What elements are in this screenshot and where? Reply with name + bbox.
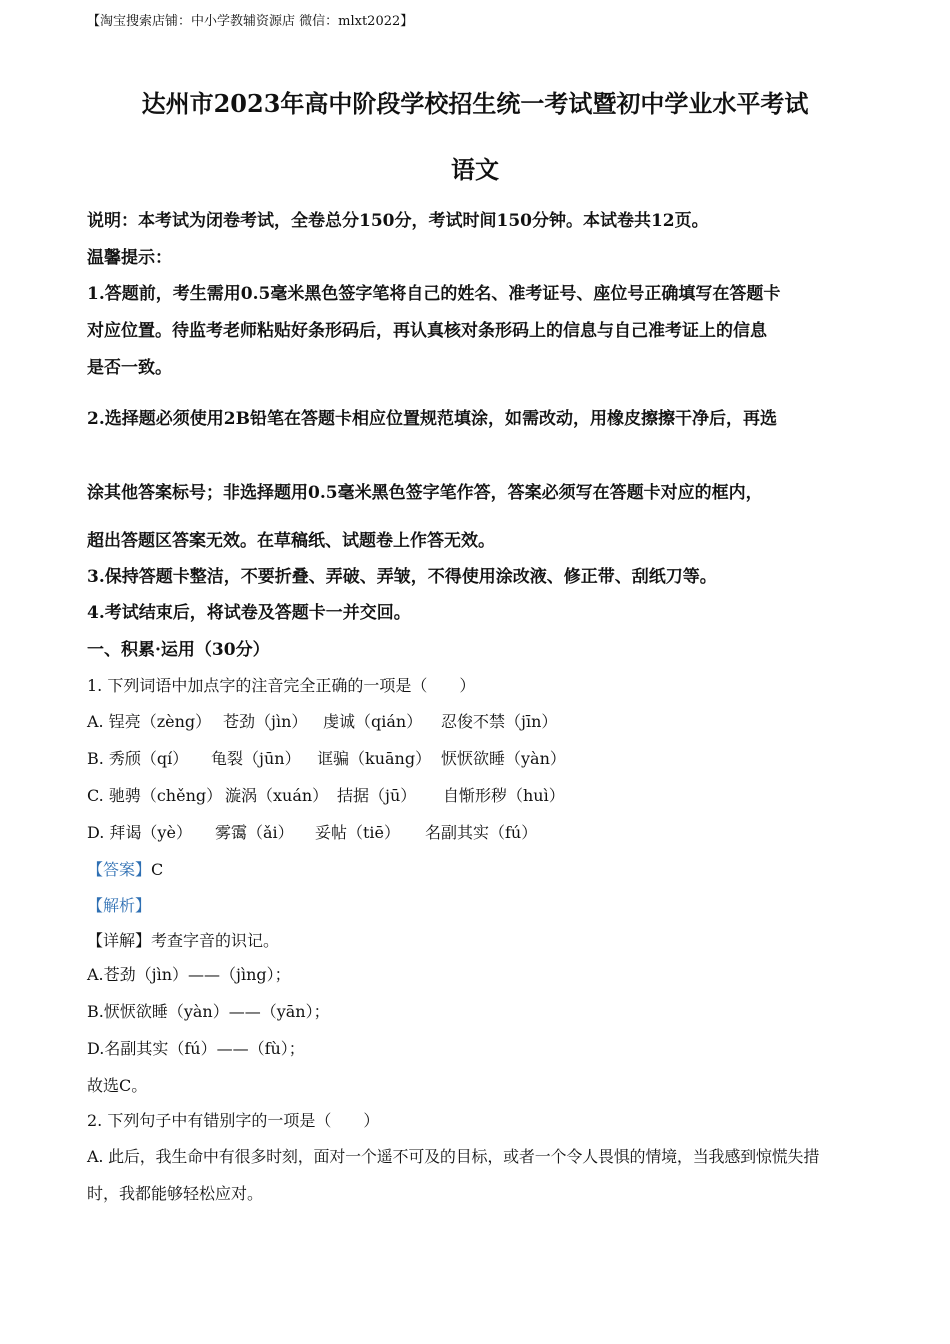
tip-1-line-1: 1.答题前，考生需用0.5毫米黑色签字笔将自己的姓名、准考证号、座位号正确填写在答题卡 (87, 284, 781, 304)
tip-1-line-3: 是否一致。 (87, 358, 172, 378)
exam-title: 达州市2023年高中阶段学校招生统一考试暨初中学业水平考试 (141, 89, 809, 118)
option-item: 妥帖（tiē） (315, 823, 401, 842)
question-1-stem: 1. 下列词语中加点字的注音完全正确的一项是（ ） (87, 676, 476, 695)
question-1-option-d (87, 822, 537, 844)
tip-1-line-2: 对应位置。待监考老师粘贴好条形码后，再认真核对条形码上的信息与自己准考证上的信息 (87, 321, 767, 341)
option-item: 漩涡（xuán） (225, 786, 329, 805)
tip-3: 3.保持答题卡整洁，不要折叠、弄破、弄皱，不得使用涂改液、修正带、刮纸刀等。 (87, 567, 717, 587)
conclusion: 故选C。 (87, 1076, 148, 1095)
option-item: A. 锃亮（zèng） (87, 712, 212, 731)
option-item: B. 秀颀（qí） (87, 749, 189, 768)
option-item: 自惭形秽（huì） (443, 786, 565, 805)
option-item: 恹恹欲睡（yàn） (441, 749, 566, 768)
option-item: C. 驰骋（chěng） (87, 786, 223, 805)
section-1-heading: 一、积累·运用（30分） (87, 640, 270, 660)
option-item: 龟裂（jūn） (211, 749, 301, 768)
option-item: 名副其实（fú） (425, 823, 538, 842)
question-1-option-c (87, 785, 565, 807)
tip-4: 4.考试结束后，将试卷及答题卡一并交回。 (87, 603, 411, 623)
option-item: 苍劲（jìn） (223, 712, 308, 731)
answer-value: C (151, 860, 164, 879)
question-1-option-a (87, 711, 557, 733)
question-2-option-a-line-1: A. 此后，我生命中有很多时刻，面对一个遥不可及的目标，或者一个令人畏惧的情境，当我感到惊慌失措 (87, 1147, 820, 1166)
exam-note: 说明：本考试为闭卷考试，全卷总分150分，考试时间150分钟。本试卷共12页。 (87, 211, 709, 231)
question-2-stem: 2. 下列句子中有错别字的一项是（ ） (87, 1111, 380, 1130)
subject-title: 语文 (451, 155, 499, 184)
watermark-header: 【淘宝搜索店铺：中小学教辅资源店 微信：mlxt2022】 (87, 14, 414, 29)
option-item: 拮据（jū） (337, 786, 417, 805)
answer-line (87, 859, 163, 881)
question-1-option-b (87, 748, 566, 770)
option-item: D. 拜谒（yè） (87, 823, 192, 842)
answer-tag: 【答案】 (87, 860, 152, 879)
analysis-a: A.苍劲（jìn）——（jìng）； (87, 965, 291, 984)
detail-line: 【详解】考查字音的识记。 (87, 931, 280, 950)
tip-2-line-1: 2.选择题必须使用2B铅笔在答题卡相应位置规范填涂，如需改动，用橡皮擦擦干净后，再选 (87, 409, 777, 429)
question-2-option-a-line-2: 时，我都能够轻松应对。 (87, 1184, 264, 1203)
tips-label: 温馨提示： (87, 248, 172, 268)
option-item: 诓骗（kuāng） (317, 749, 432, 768)
analysis-d: D.名副其实（fú）——（fù）； (87, 1039, 305, 1058)
analysis-tag: 【解析】 (87, 896, 152, 915)
tip-2-line-3: 超出答题区答案无效。在草稿纸、试题卷上作答无效。 (87, 531, 495, 551)
option-item: 忍俊不禁（jīn） (441, 712, 558, 731)
analysis-b: B.恹恹欲睡（yàn）——（yān）； (87, 1002, 330, 1021)
option-item: 雾霭（ǎi） (215, 823, 294, 842)
tip-2-line-2: 涂其他答案标号；非选择题用0.5毫米黑色签字笔作答，答案必须写在答题卡对应的框内， (87, 483, 763, 503)
option-item: 虔诚（qián） (323, 712, 423, 731)
